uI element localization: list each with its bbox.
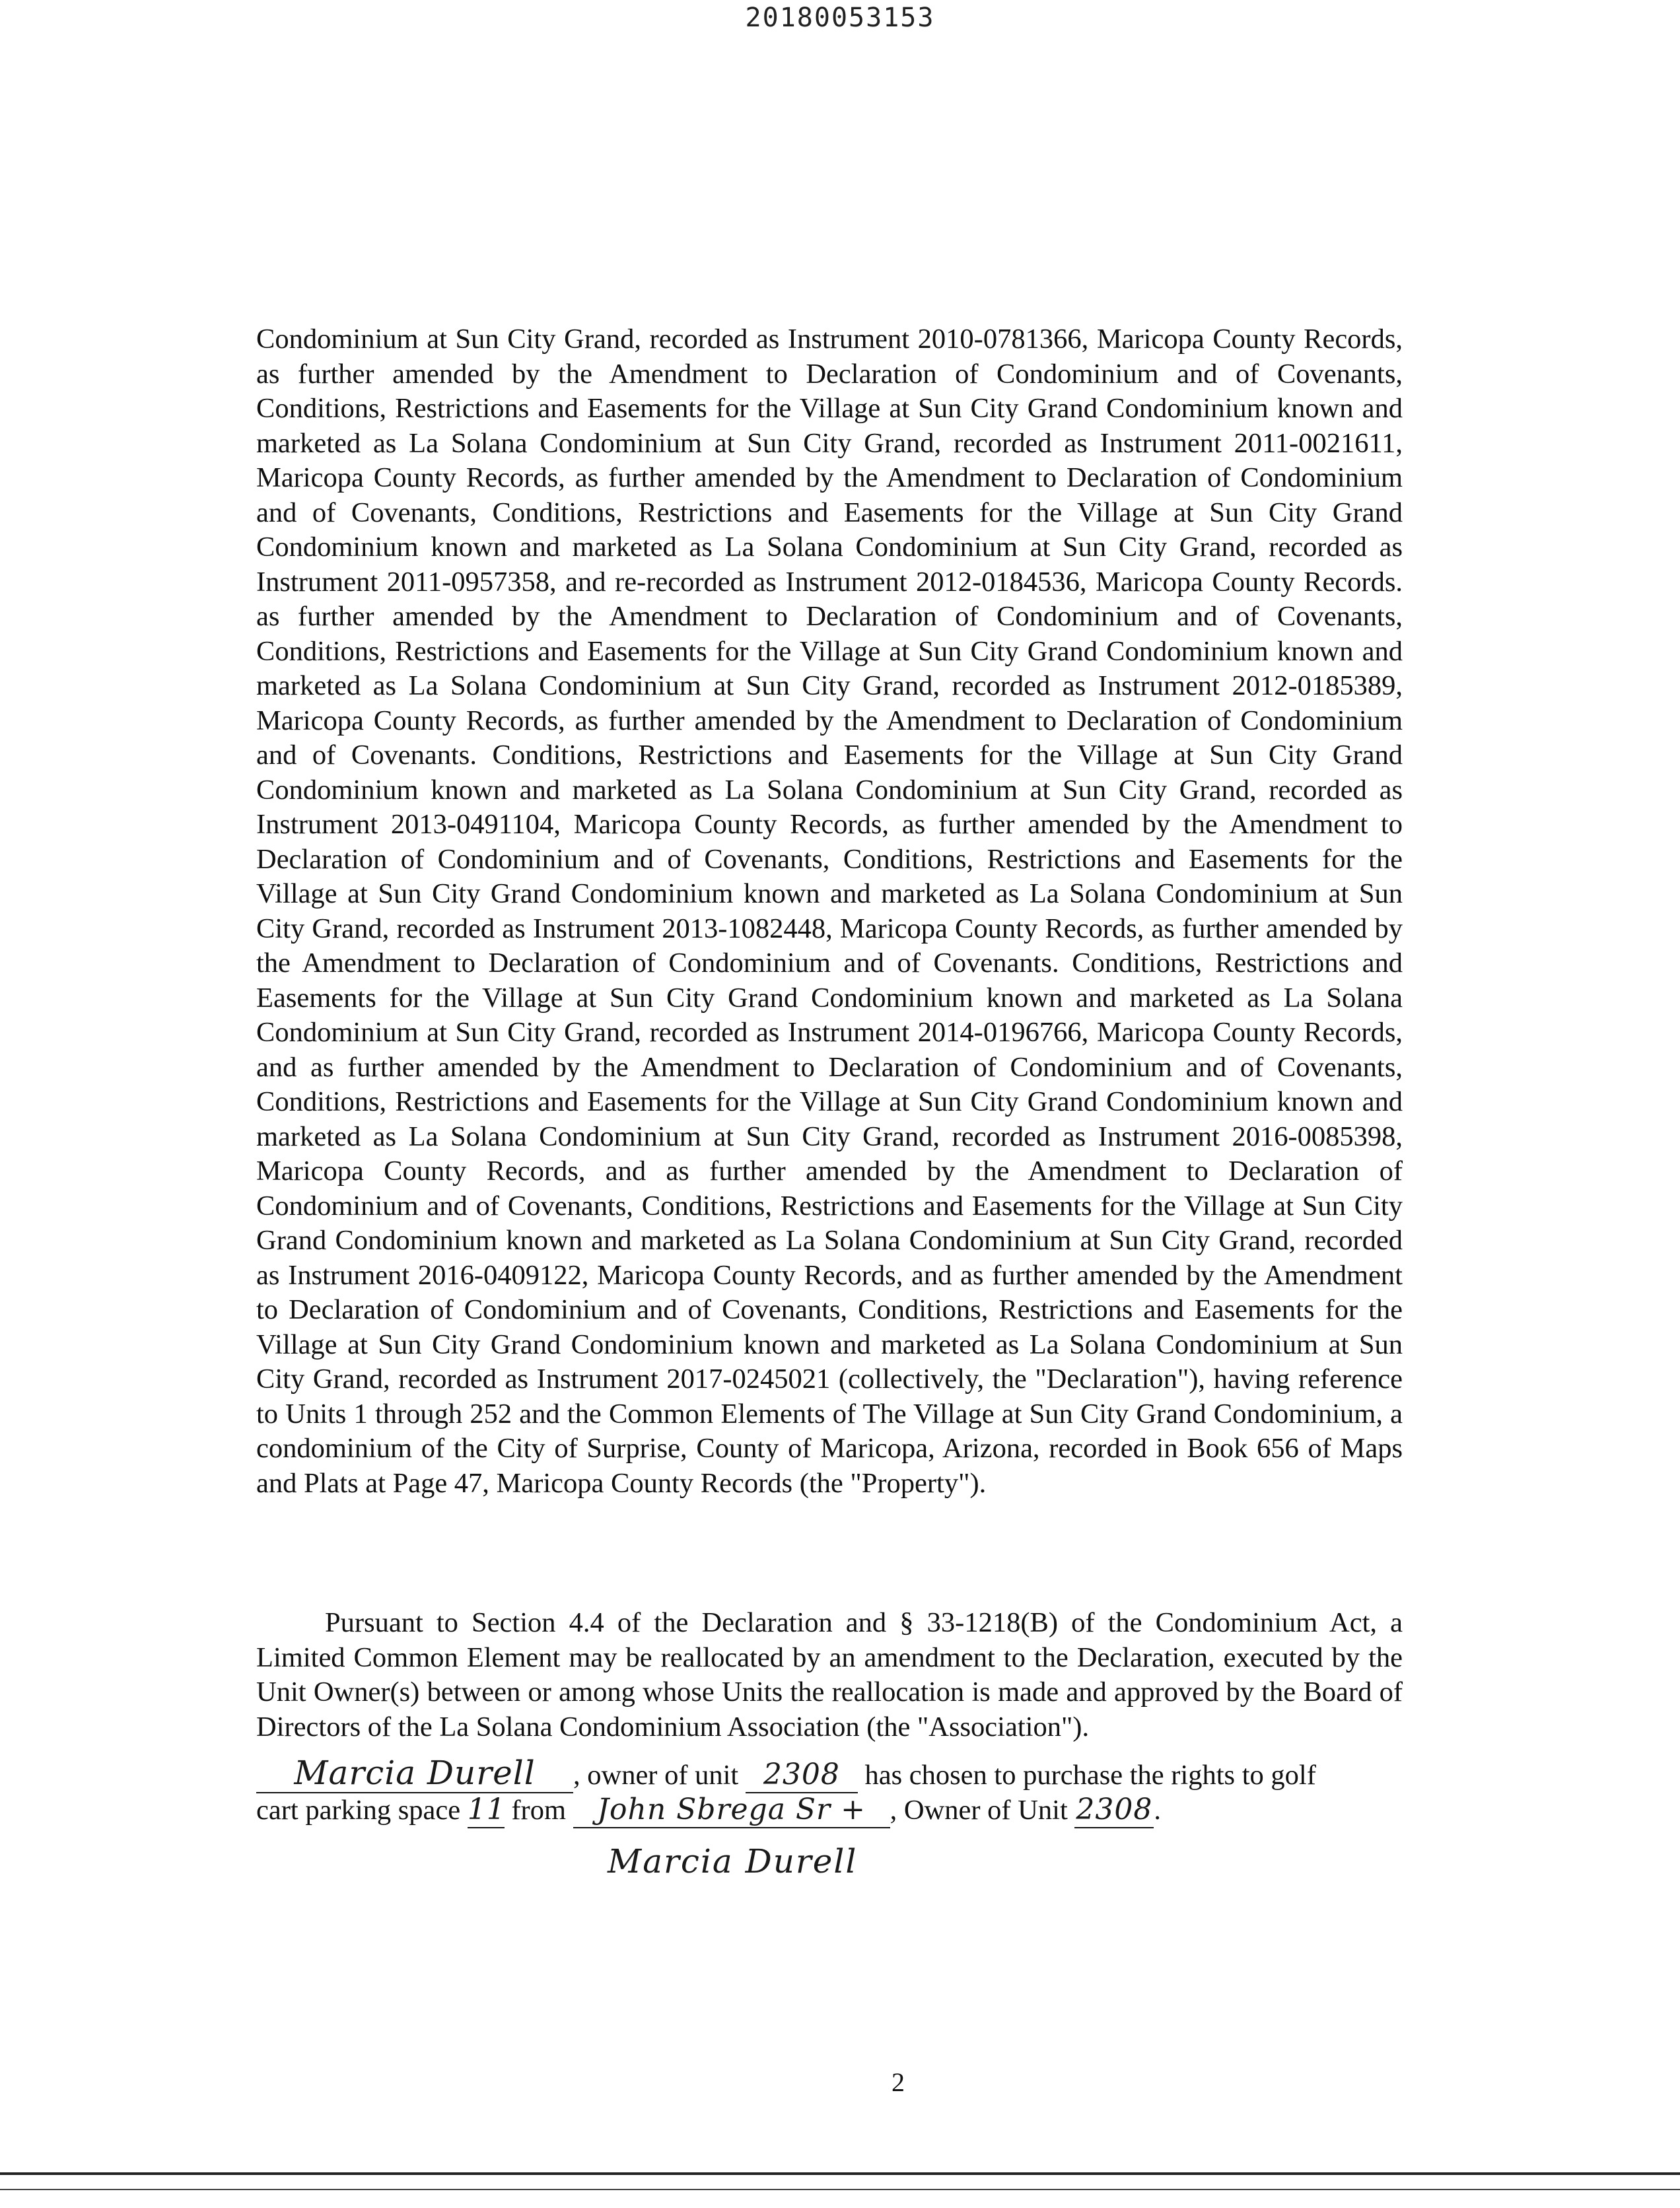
buyer-unit-field — [746, 1758, 858, 1793]
scan-edge-line-lower — [0, 2189, 1680, 2190]
owner-of-unit-text: , owner of unit — [573, 1760, 739, 1791]
seller-name-field — [573, 1793, 890, 1828]
buyer-name-field — [256, 1756, 573, 1793]
buyer-unit-handwritten: 2308 — [763, 1758, 840, 1791]
from-text: from — [511, 1795, 567, 1826]
parking-transfer-statement — [256, 1756, 1418, 1828]
scan-edge-line — [0, 2172, 1680, 2175]
transfer-line-1 — [256, 1756, 1418, 1793]
seller-name-handwritten: John Sbrega Sr + — [597, 1793, 866, 1826]
transfer-line-2 — [256, 1793, 1418, 1828]
cart-parking-text: cart parking space — [256, 1795, 461, 1826]
space-number-field — [468, 1793, 505, 1828]
seller-unit-handwritten: 2308 — [1076, 1793, 1153, 1826]
period-text: . — [1154, 1795, 1162, 1826]
owner-of-unit-2-text: , Owner of Unit — [890, 1795, 1068, 1826]
buyer-name-handwritten: Marcia Durell — [294, 1754, 536, 1792]
purchase-text: has chosen to purchase the rights to golf — [864, 1760, 1316, 1791]
document-number: 20180053153 — [745, 3, 935, 33]
seller-unit-field — [1074, 1793, 1154, 1828]
page-number: 2 — [892, 2067, 905, 2097]
space-number-handwritten: 11 — [467, 1793, 506, 1826]
handwritten-signature: Marcia Durell — [608, 1842, 858, 1880]
reallocation-paragraph: Pursuant to Section 4.4 of the Declaration and § 33-1218(B) of the Condominium Act, a Limited Common Element may be reallocated by an amendment to the Declaration, executed by the Unit Owner(s) between or among whose Units the reallocation is made and approved by the Board of Directors of the La Solana Condominium Association (the "Association"). — [256, 1607, 1403, 1742]
declaration-paragraph: Condominium at Sun City Grand, recorded as Instrument 2010-0781366, Maricopa County Records, as further amended by the Amendment to Declaration of Condominium and of Covenants, Conditions, Restrictions and Easements for the Village at Sun City Grand Condominium known and marketed as La Solana Condominium at Sun City Grand, recorded as Instrument 2011-0021611, Maricopa County Records, as further amended by the Amendment to Declaration of Condominium and of Covenants, Conditions, Restrictions and Easements for the Village at Sun City Grand Condominium known and marketed as La Solana Condominium at Sun City Grand, recorded as Instrument 2011-0957358, and re-recorded as Instrument 2012-0184536, Maricopa County Records. as further amended by the Amendment to Declaration of Condominium and of Covenants, Conditions, Restrictions and Easements for the Village at Sun City Grand Condominium known and marketed as La Solana Condominium at Sun City Grand, recorded as Instrument 2012-0185389, Maricopa County Records, as further amended by the Amendment to Declaration of Condominium and of Covenants. Conditions, Restrictions and Easements for the Village at Sun City Grand Condominium known and marketed as La Solana Condominium at Sun City Grand, recorded as Instrument 2013-0491104, Maricopa County Records, as further amended by the Amendment to Declaration of Condominium and of Covenants, Conditions, Restrictions and Easements for the Village at Sun City Grand Condominium known and marketed as La Solana Condominium at Sun City Grand, recorded as Instrument 2013-1082448, Maricopa County Records, as further amended by the Amendment to Declaration of Condominium and of Covenants. Conditions, Restrictions and Easements for the Village at Sun City Grand Condominium known and marketed as La Solana Condominium at Sun City Grand, recorded as Instrument 2014-0196766, Maricopa County Records, and as further amended by the Amendment to Declaration of Condominium and of Covenants, Conditions, Restrictions and Easements for the Village at Sun City Grand Condominium known and marketed as La Solana Condominium at Sun City Grand, recorded as Instrument 2016-0085398, Maricopa County Records, and as further amended by the Amendment to Declaration of Condominium and of Covenants, Conditions, Restrictions and Easements for the Village at Sun City Grand Condominium known and marketed as La Solana Condominium at Sun City Grand, recorded as Instrument 2016-0409122, Maricopa County Records, and as further amended by the Amendment to Declaration of Condominium and of Covenants, Conditions, Restrictions and Easements for the Village at Sun City Grand Condominium known and marketed as La Solana Condominium at Sun City Grand, recorded as Instrument 2017-0245021 (collectively, the "Declaration"), having reference to Units 1 through 252 and the Common Elements of The Village at Sun City Grand Condominium, a condominium of the City of Surprise, County of Maricopa, Arizona, recorded in Book 656 of Maps and Plats at Page 47, Maricopa County Records (the "Property"). — [256, 324, 1403, 1499]
